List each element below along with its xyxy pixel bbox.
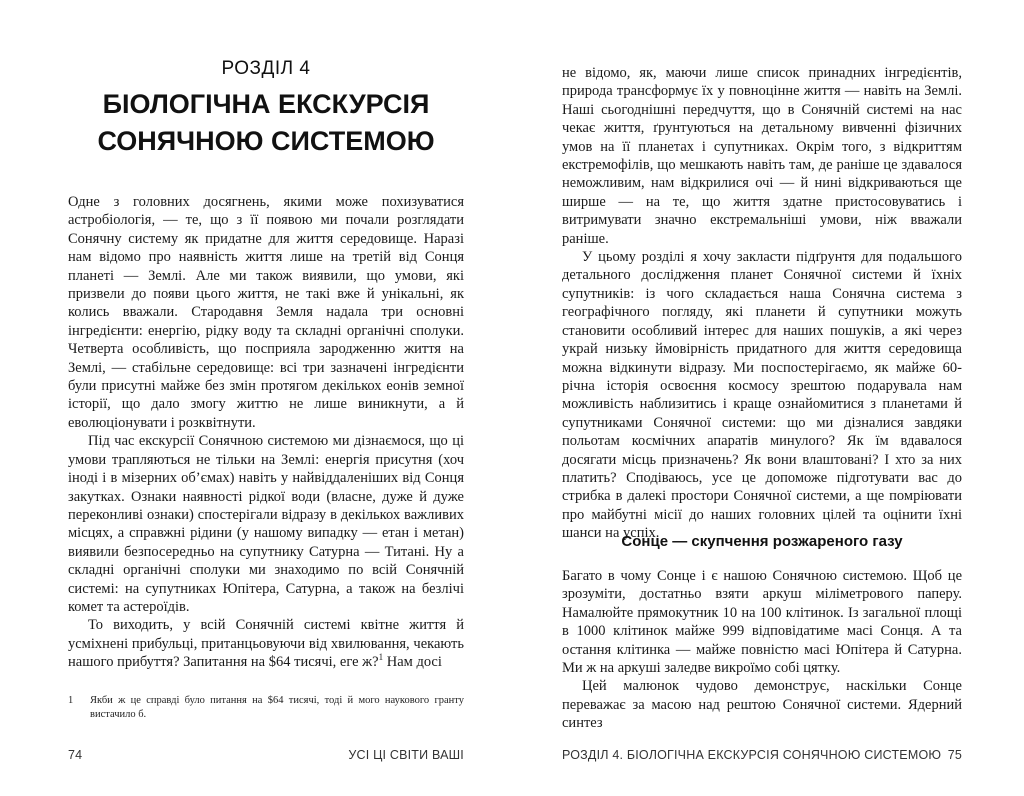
footnote-number: 1	[68, 695, 74, 706]
footnote-marker: 1	[378, 652, 384, 663]
paragraph: Одне з головних досягнень, якими може похизуватися астробіологія, — те, що з її появою ми почали розглядати Сонячну систему як придатне для життя середовище. Наразі нам відомо про наявність життя лише на третій від Сонця планеті — Землі. Але ми також виявили, що умови, які призвели до появи цього життя, не такі вже й унікальні, як колись вважали. Стародавня Земля надала три основні інгредієнти: енергію, рідку воду та складні органічні сполуки. Четверта особливість, що посприяла зародженню життя на Землі, — стабільне середовище: всі три зазначені інгредієнти були присутні майже без змін протягом декількох еонів земної історії, що дало змогу життю не лише виникнути, а й еволюціонувати і розквітнути.	[68, 194, 464, 431]
running-head-left: УСІ ЦІ СВІТИ ВАШІ	[348, 748, 464, 762]
page-number-right: 75	[947, 748, 962, 762]
footnote	[68, 694, 464, 721]
running-head-right	[562, 748, 941, 762]
right-body-text-top	[562, 64, 962, 543]
running-head-prefix: РОЗДІЛ 4.	[562, 748, 627, 762]
page-number-left: 74	[68, 748, 83, 762]
paragraph: Під час екскурсії Сонячною системою ми дізнаємося, що ці умови трапляються не тільки на Землі: енергія присутня (хоч іноді і в мізерних об’ємах) навіть у найвіддаленіших від Сонця закутках. Ознаки наявності рідкої води (власне, дуже й дуже переконливі ознаки) спостерігали відразу в декількох важливих місцях, а справжні рідини (у нашому випадку — етан і метан) виявили безпосередньо на супутнику Сатурна — Титані. Ну а складні органічні сполуки ми знаходимо по всій Сонячній системі: на супутниках Юпітера, Сатурна, а також на безлічі комет та астероїдів.	[68, 433, 464, 615]
chapter-title-line-1: БІОЛОГІЧНА ЕКСКУРСІЯ	[102, 89, 430, 119]
running-head-title: БІОЛОГІЧНА ЕКСКУРСІЯ СОНЯЧНОЮ СИСТЕМОЮ	[626, 748, 942, 762]
left-body-text	[68, 193, 464, 672]
chapter-label: РОЗДІЛ 4	[221, 58, 311, 79]
paragraph: У цьому розділі я хочу закласти підґрунтя для подальшого детального дослідження планет Сонячної системи й їхніх супутників: із чого складається наша Сонячна система з географічного погляду, які планети й супутники можуть становити особливий інтерес для наших пошуків, а які через украй низьку ймовірність придатного для життя середовища можна відкинути відразу. Ми поспостерігаємо, як майже 60-річна історія освоєння космосу зрештою подарувала нам можливість наблизитись і краще ознайомитися з планетами й супутниками Сонячної системи: що ми дізналися завдяки польотам космічних апаратів минулого? Як їм вдавалося досягати місць призначень? Як вони влаштовані? І хто за них платить? Сподіваюсь, усе це допоможе підготувати вас до стрибка в далекі простори Сонячної системи, а ще помріювати про майбутні місії до наших головних цілей та оцінити їхні шанси на успіх.	[562, 249, 962, 542]
paragraph: Цей малюнок чудово демонструє, наскільки Сонце переважає за масою над рештою Сонячної системи. Ядерний синтез	[562, 678, 962, 732]
paragraph: не відомо, як, маючи лише список принадних інгредієнтів, природа трансформує їх у повноцінне життя — навіть на Землі. Наші сьогоднішні передчуття, що в Сонячній системі на нас чекає життя, ґрунтуються на детальному вивченні фізичних умов на її планетах і супутниках. Окрім того, з відкриттям екстремофілів, що мешкають навіть там, де раніше це здавалося неможливим, нам відкрилися очі — й нині відкриваються ще ширше — на те, що життя здатне пристосовуватись і витримувати значно екстремальніші умови, ніж вважали раніше.	[562, 65, 962, 247]
footnote-text: Якби ж це справді було питання на $64 тисячі, тоді й мого наукового гранту вистачило б.	[90, 695, 464, 720]
chapter-title-line-2: СОНЯЧНОЮ СИСТЕМОЮ	[97, 126, 435, 156]
paragraph: То виходить, у всій Сонячній системі квітне життя й усміхнені прибульці, пританцьовуючи від хвилювання, чекають нашого прибуття? Запитання на $64 тисячі, еге ж?$^1$ Нам досі	[68, 617, 464, 671]
chapter-title	[68, 86, 464, 160]
right-page	[512, 0, 1024, 796]
paragraph: Багато в чому Сонце і є нашою Сонячною системою. Щоб це зрозуміти, достатньо взяти аркуш міліметрового паперу. Намалюйте прямокутник 10 на 100 клітинок. Із загальної площі в 1000 клітинок майже 999 відповідатиме масі Сонця. А та остання клітинка — майже повністю масі Юпітера й Сатурна. Ми ж на аркуші заледве викроїмо собі цятку.	[562, 568, 962, 677]
right-body-text-bottom	[562, 567, 962, 733]
section-heading: Сонце — скупчення розжареного газу	[621, 533, 903, 550]
paragraph-text: То виходить, у всій Сонячній системі квітне життя й усміхнені прибульці, пританцьовуючи від хвилювання, чекають нашого прибуття? Запитання на $64 тисячі, еге ж?	[68, 617, 464, 671]
